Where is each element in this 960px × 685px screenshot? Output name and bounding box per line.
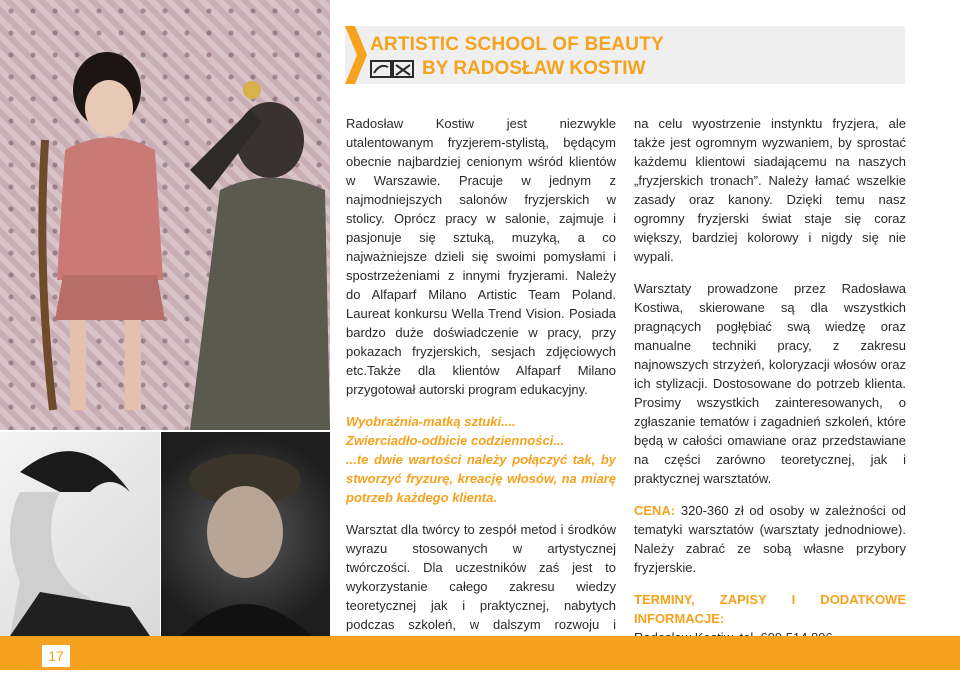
salon-photo	[0, 0, 330, 430]
stylist-figure	[150, 50, 330, 430]
motto-line: ...te dwie wartości należy połączyć tak, by stworzyć fryzurę, kreację włosów, na miarę potrzeb każdego klienta.	[346, 452, 616, 505]
stylist-portrait-photo	[161, 432, 330, 636]
text-column-left	[346, 114, 616, 685]
text-column-right	[634, 114, 906, 679]
portrait-silhouette-icon	[161, 432, 330, 636]
title-subline	[370, 58, 645, 80]
page-number: 17	[42, 645, 70, 667]
profile-silhouette-icon	[0, 432, 160, 636]
motto-quote	[346, 412, 616, 507]
photo-area	[0, 0, 330, 636]
continuation-paragraph: na celu wyostrzenie instynktu fryzjera, ale także jest ogromnym wyzwaniem, by sprostać każdemu klientowi siadającemu na naszych „fryzjerskich tronach”. Należy łamać wszelkie zasady oraz kanony. Dzięki temu nasz ogromny fryzjerski świat staje się coraz większy, bardziej kolorowy i nigdy się nie wypali.	[634, 116, 906, 264]
intro-paragraph: Radosław Kostiw jest niezwykle utalentowanym fryzjerem-stylistą, będącym obecnie najbardziej cenionym wśród klientów w Warszawie. Pracuje w jednym z najmodniejszych salonów fryzjerskich w stolicy. Oprócz pracy w salonie, zajmuje i pasjonuje się sztuką, muzyką, a co najważniejsze dzieli się swoimi pomysłami i spostrzeżeniami z innymi fryzjerami. Należy do Alfaparf Milano Artistic Team Poland. Laureat konkursu Wella Trend Vision. Posiada bardzo duże doświadczenie w pracy, przy pokazach fryzjerskich, sesjach zdjęciowych etc.Także dla klientów Alfaparf Milano przygotował autorski program edukacyjny.	[346, 116, 616, 397]
motto-line: Wyobraźnia-matką sztuki....	[346, 414, 516, 429]
price-text: 320-360 zł od osoby w zależności od tematyki warsztatów (warsztaty jednodniowe). Należy zabrać ze sobą własne przybory fryzjerskie.	[634, 503, 906, 575]
chevron-right-icon	[345, 26, 367, 84]
motto-line: Zwierciadło-odbicie codzienności...	[346, 433, 565, 448]
page-subtitle: BY RADOSŁAW KOSTIW	[422, 58, 646, 79]
page-title: ARTISTIC SCHOOL OF BEAUTY	[370, 34, 664, 55]
haircut-model-photo	[0, 432, 160, 636]
logo-icon	[370, 59, 414, 79]
price-label: CENA:	[634, 503, 676, 518]
contact-label: TERMINY, ZAPISY I DODATKOWE INFORMACJE:	[634, 592, 906, 626]
price-paragraph	[634, 501, 906, 577]
workshop-paragraph: Warsztat dla twórcy to zespół metod i środków wyrazu stosowanych w artystycznej twórczości. Dla uczestników zaś jest to wykorzystanie całego zakresu wiedzy teoretycznej jak i praktycznej, nabytych podczas szkoleń, w dalszym rozwoju i	[346, 522, 616, 632]
workshops-paragraph: Warsztaty prowadzone przez Radosława Kostiwa, skierowane są dla wszystkich pragnących pogłębiać swą wiedzę oraz manualne techniki pracy, z zakresu najnowszych strzyżeń, koloryzacji włosów oraz ich stylizacji. Dostosowane do potrzeb klienta. Prosimy wszystkich zainteresowanych, o zgłaszanie tematów i zagadnień szkoleń, które będą w całości omawiane oraz przedstawiane na części zarówno teoretycznej, jak i praktycznej warsztatów.	[634, 281, 906, 486]
footer-bar	[0, 636, 960, 670]
